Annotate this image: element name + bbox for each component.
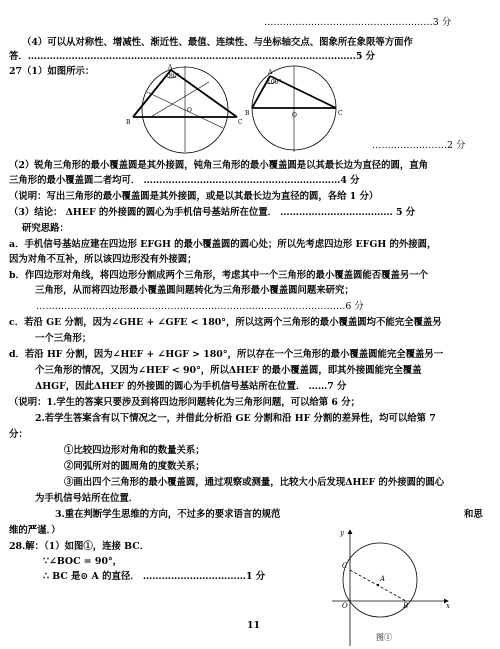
figure-coordinate-circle — [330, 524, 460, 649]
note-2-line-2: 2.若学生答案含有以下情况之一，并借此分析沿 GE 分割和沿 HF 分割的差异性，均可以给第 7 — [35, 413, 436, 424]
answer-4-line-2: 答．……………………………………………………………………………………………5 分 — [9, 51, 376, 62]
note-2-line-3: 分： — [9, 429, 28, 440]
fig3-label-y: y — [340, 529, 344, 537]
q27-part1: 27（1）如图所示： — [9, 66, 95, 77]
note-3-line-1-end: 和思 — [464, 509, 483, 520]
idea-a-line-2: 因为对角不互补，所以该四边形没有外接圆； — [9, 254, 197, 265]
idea-d-line-1: d．若沿 HF 分割，因为∠HEF + ∠HGF > 180°，所以存在一个三角形的最小覆盖圆能完全覆盖另一 — [9, 349, 444, 360]
fig2-label-a: A — [268, 69, 273, 76]
q27-part2-line-1: （2）锐角三角形的最小覆盖圆是其外接圆，钝角三角形的最小覆盖圆是以其最长边为直径的圆，直角 — [9, 160, 429, 171]
idea-d-line-2: 个三角形的情况，又因为∠HEF < 90°，所以ΔHEF 的最小覆盖圆，即其外接圆能完全覆盖 — [35, 365, 422, 376]
fig1-angle: 80° — [169, 73, 180, 80]
q28-part1: 28.解：（1）如图①，连接 BC． — [9, 541, 150, 552]
idea-a-line-1: a．手机信号基站应建在四边形 EFGH 的最小覆盖圆的圆心处；所以先考虑四边形 EFGH 的外接圆， — [9, 239, 437, 250]
note-item-3-line-2: 为手机信号站所在位置． — [35, 493, 139, 504]
fig3-label-a: A — [380, 575, 386, 583]
idea-d-line-3: ΔHGF，因此ΔHEF 的外接圆的圆心为手机信号基站所在位置． ……7 分 — [35, 381, 347, 392]
fig2-label-o: O — [292, 112, 297, 119]
note-item-3-line-1: ③画出四个三角形的最小覆盖圆，通过观察或测量，比较大小后发现ΔHEF 的外接圆的圆心 — [64, 477, 445, 488]
fig2-label-b: B — [245, 110, 250, 117]
fig1-label-c: C — [238, 119, 243, 126]
q28-since: ∵∠BOC = 90°， — [43, 556, 123, 567]
fig3-label-b: B — [403, 602, 409, 610]
q27-note-1: （说明：写出三角形的最小覆盖圆是其外接圆，或是以其最长边为直径的圆，各给 1 分） — [9, 191, 379, 202]
q27-part3-conclusion: （3）结论： ΔHEF 的外接圆的圆心为手机信号基站所在位置． ……………………………… 5 分 — [9, 207, 416, 218]
note-3-line-1: 3.重在判断学生思维的方向，不过多的要求语言的规范 — [55, 509, 281, 520]
score-line-3: ………………………………………………3 分 — [264, 17, 452, 28]
answer-4-line-1: （4）可以从对称性、增减性、渐近性、最值、连续性、与坐标轴交点、图象所在象限等方面作 — [22, 37, 413, 48]
score-line-6: ………………………………………………………………………………………6 分 — [36, 301, 364, 312]
fig3-label-o: O — [342, 602, 348, 610]
fig1-label-b: B — [126, 119, 131, 126]
fig2-label-c: C — [338, 110, 343, 117]
q27-part2-line-2: 三角形的最小覆盖圆二者均可． ………………………………………………………4 分 — [9, 175, 360, 186]
fig1-label-o: O — [187, 107, 192, 114]
figure-obtuse-triangle — [245, 62, 355, 154]
q28-therefore: ∴ BC 是⊙ A 的直径． ……………………………1 分 — [43, 571, 266, 582]
research-heading: 研究思路： — [22, 223, 69, 234]
figure-acute-triangle — [125, 62, 245, 154]
note-item-2: ②同弧所对的圆周角的度数关系； — [64, 461, 205, 472]
fig3-label-c: C — [342, 562, 348, 570]
fig3-caption: 图① — [376, 633, 392, 642]
note-3-line-2: 维的严谨．） — [9, 525, 61, 536]
fig3-label-x: x — [446, 602, 450, 610]
page-number: 11 — [247, 620, 261, 631]
note-2-line-1: （说明：1.学生的答案只要涉及到将四边形问题转化为三角形问题，可以给第 6 分； — [9, 397, 360, 408]
idea-c-line-2: 一个三角形； — [35, 333, 92, 344]
fig1-label-a: A — [168, 64, 173, 71]
idea-b-line-1: b．作四边形对角线，将四边形分割成两个三角形，考虑其中一个三角形的最小覆盖圆能否覆盖另一个 — [9, 270, 429, 281]
score-line-2: ……………………2 分 — [372, 140, 466, 151]
note-item-1: ①比较四边形对角和的数量关系； — [64, 445, 205, 456]
idea-b-line-2: 三角形，从而将四边形最小覆盖圆问题转化为三角形最小覆盖圆问题来研究； — [35, 285, 354, 296]
idea-c-line-1: c．若沿 GE 分割，因为∠GHE + ∠GFE < 180°，所以这两个三角形的最小覆盖圆均不能完全覆盖另 — [9, 317, 442, 328]
fig2-angle: 100° — [267, 79, 282, 86]
